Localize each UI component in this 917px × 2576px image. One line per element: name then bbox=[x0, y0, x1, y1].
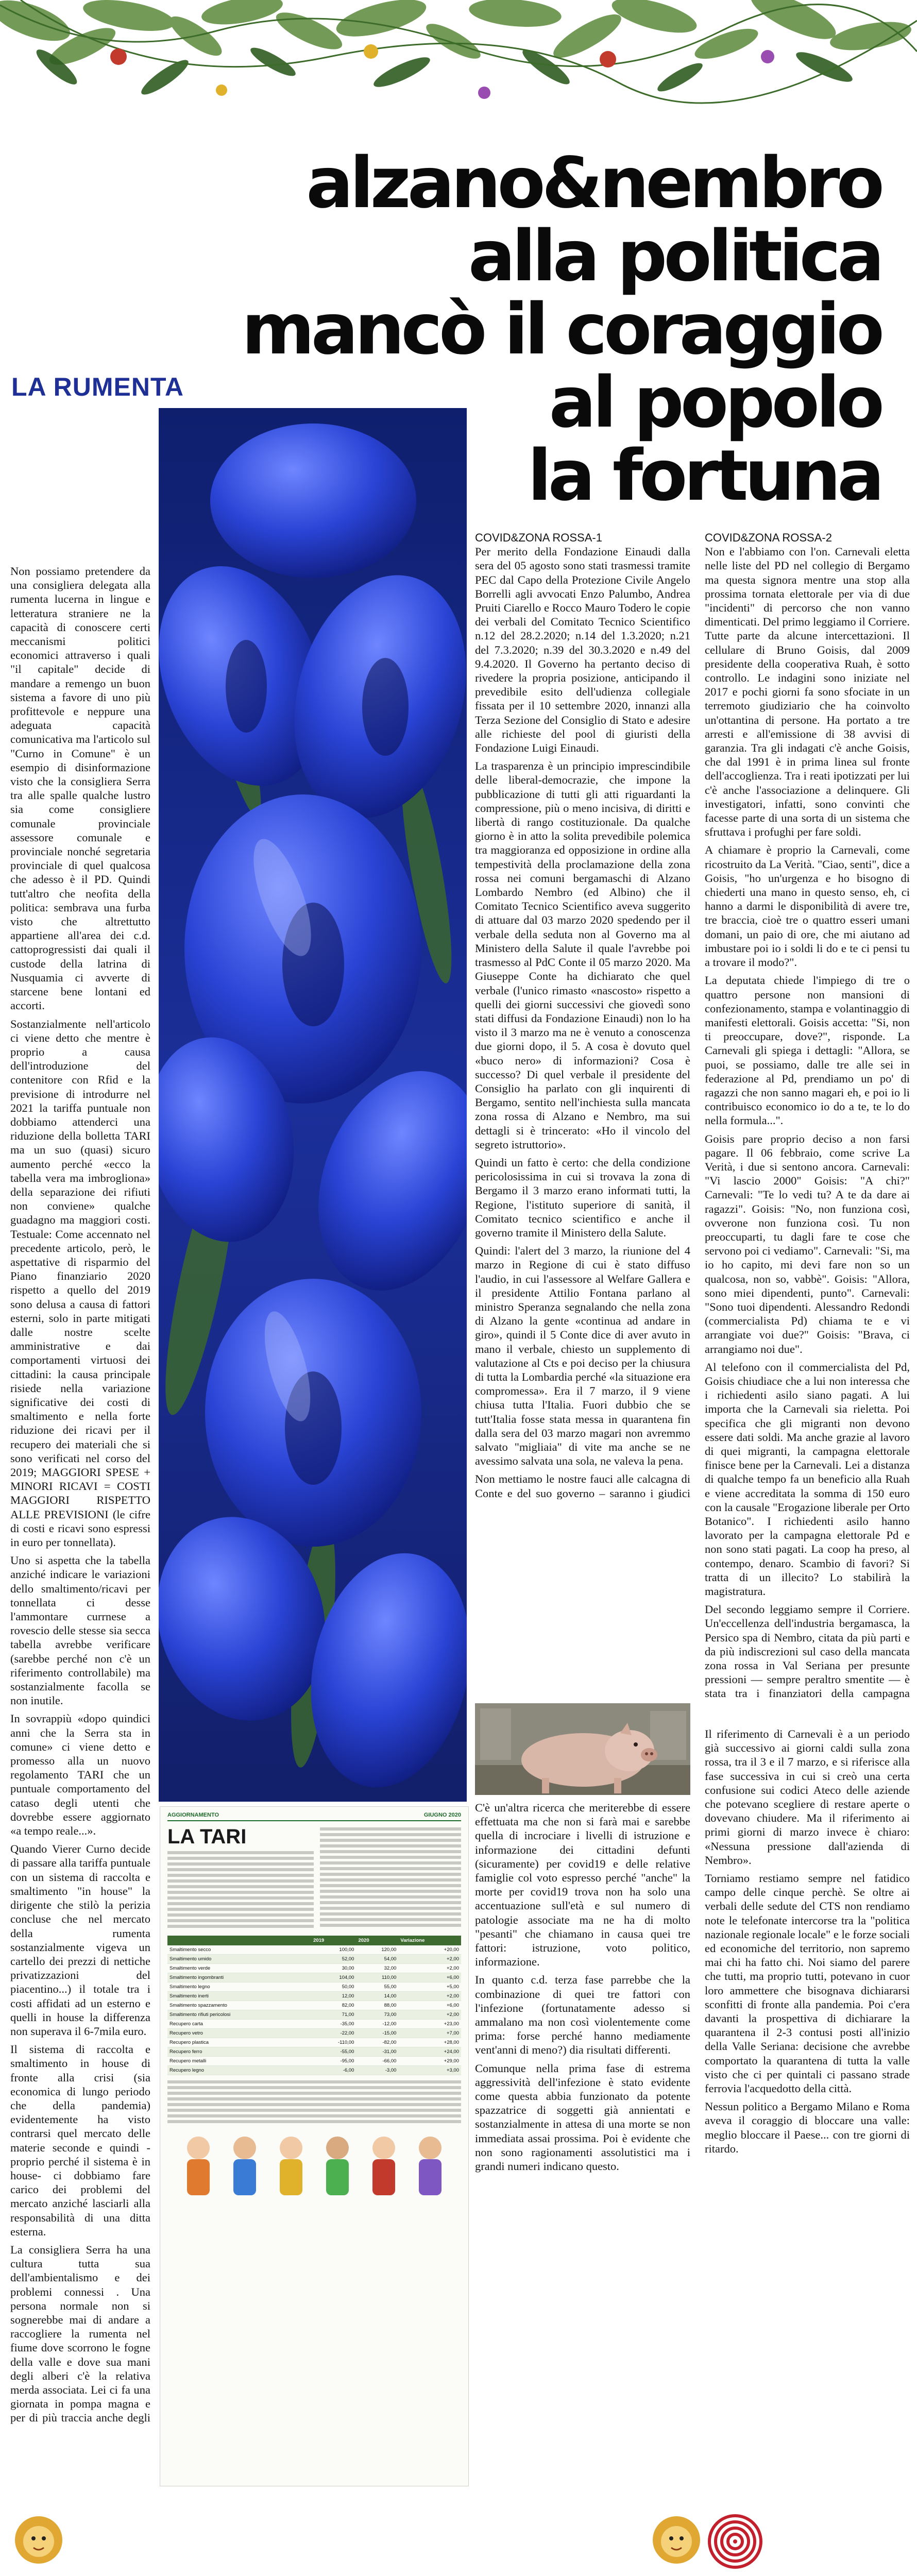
pig-photo bbox=[475, 1703, 690, 1795]
flower-illustration bbox=[159, 408, 467, 1802]
tari-header-cell: 2020 bbox=[356, 1936, 398, 1945]
coraggio-paragraph-3: Nessun politico a Bergamo Milano e Roma aveva il coraggio di bloccare una valle: meglio bloccare il Paese... con tre giorni di ritardo. bbox=[705, 2100, 910, 2155]
clipping-header bbox=[167, 1812, 461, 1821]
tari-table-row bbox=[167, 2020, 461, 2029]
clipping-body bbox=[167, 1825, 461, 1930]
article-column-zona-rossa-1 bbox=[475, 531, 690, 1499]
zona-rossa-2-paragraph-4: Goisis pare proprio deciso a non farsi pagare. Il 06 febbraio, come scrive La Verità, i due si sentono ancora. Carnevali: "Vi lascio 2000" Goisis: "A chi?" Carnevali: "Te lo vedi tu? A te da dare ai ragazzi". Goisis: "No, non funziona così, ovverone non funziona così. Tu non preoccuparti, tu dagli fare te cose che servono poi ci vediamo". Carnevali: "Si, ma io ho capito, mi devi fare non so un qualcosa, non so, vabbè". Goisis: "Allora, sono miei dipendenti, punto". Carnevali: "Sono tuoi dipendenti. Alessandro Redondi (commercialista Pd) chiama te e vi arrangiate voi due?" Goisis: "Brava, ci arrangiamo noi due". bbox=[705, 1132, 910, 1355]
tari-row-value: 82,00 bbox=[311, 2001, 356, 2010]
tari-header-cell: 2019 bbox=[311, 1936, 356, 1945]
tari-row-value: -15,00 bbox=[356, 2029, 398, 2038]
tari-row-value: 73,00 bbox=[356, 2010, 398, 2020]
tari-row-value: +2,00 bbox=[398, 1955, 461, 1964]
tari-table-row bbox=[167, 2047, 461, 2057]
tari-row-label: Recupero carta bbox=[167, 2020, 311, 2029]
zona-rossa-1-paragraph-5: Non mettiamo le nostre fauci alle calcagna di Conte e del suo governo – saranno i giudici bbox=[475, 1472, 690, 1499]
rumenta-paragraph-5: Quando Vierer Curno decide di passare alla tariffa puntuale con un sistema di raccolta e smaltimento "in house" la dirigente che stilò la perizia concluse che nel mercato della rumenta sostanzialmente vigeva un cartello dei prezzi di nettiche privatizzazioni del piacentino...) il totale tra i costi affidati ad un esterno e quelli in house la differenza non superava il 6-7mila euro. bbox=[10, 1842, 150, 2038]
tari-header-cell bbox=[167, 1936, 311, 1945]
rumenta-paragraph-3: Uno si aspetta che la tabella anziché indicare le variazioni dello smaltimento/ricavi per tonnellata ci desse l'ammontare currnese a rovescio delle stesse sia secca tabella avrebbe verificare (sarebbe perché non c'è un riferimento controllabile) ma sostanzialmente facolla se non inutile. bbox=[10, 1554, 150, 1707]
coraggio-paragraph-1: Il riferimento di Carnevali è a un periodo già successivo ai giorni caldi sulla zona rossa, tra il 3 e il 7 marzo, e si riferisce alla fase successiva in cui si creò una certa confusione sui codici Ateco delle aziende che potevano scegliere di restare aperte o dovevano chiudere. Ma il riferimento ai primi giorni di marzo invece è chiaro: «Nessuna pressione dall'azienda di Nembro». bbox=[705, 1727, 910, 1867]
tari-row-value: +2,00 bbox=[398, 1992, 461, 2001]
tari-row-label: Recupero ferro bbox=[167, 2047, 311, 2057]
tari-row-label: Smaltimento ingombranti bbox=[167, 1973, 311, 1982]
headline-line-5: la fortuna bbox=[528, 435, 881, 517]
zona-rossa-1-paragraph-1: Per merito della Fondazione Einaudi dalla sera del 05 agosto sono stati trasmessi tramite PEC dal Capo della Protezione Civile Angelo Borrelli agli avvocati Enzo Palumbo, Andrea Pruiti Ciarello e Rocco Mauro Todero le copie dei verbali del Comitato Tecnico Scientifico n.12 del 28.2.2020; n.14 del 1.3.2020; n.21 del 7.3.2020; n.39 del 30.3.2020 e n.49 del 9.4.2020. Il Governo ha pertanto deciso di rivedere la propria posizione, anticipando il prevedibile esito dell'udienza collegiale fissata per il 10 settembre 2020, innanzi alla Terza Sezione del Consiglio di Stato e adesire alle richieste del pool di giuristi della Fondazione Luigi Einaudi. bbox=[475, 545, 690, 755]
spiral-target-icon bbox=[707, 2513, 763, 2570]
tari-row-value: +3,00 bbox=[398, 2066, 461, 2075]
tari-row-value: 71,00 bbox=[311, 2010, 356, 2020]
headline-line-4: al popolo bbox=[549, 362, 881, 444]
tari-row-value: 120,00 bbox=[356, 1945, 398, 1955]
tari-row-value: +23,00 bbox=[398, 2020, 461, 2029]
zona-rossa-2-heading: COVID&ZONA ROSSA-2 bbox=[705, 531, 832, 544]
tari-row-value: +7,00 bbox=[398, 2029, 461, 2038]
headline-line-3: mancò il coraggio bbox=[242, 289, 881, 370]
tari-row-value: +20,00 bbox=[398, 1945, 461, 1955]
rumenta-paragraph-6: Il sistema di raccolta e smaltimento in house di fronte alla crisi (sia economica di lungo periodo che della pandemia) evidentemente ha visto contrarsi quel mercato delle materie seconde e quindi -proprio perché il sistema è in house- ci dobbiamo fare carico dei problemi del mercato anziché lasciarli alla responsabilità di una ditta esterna. bbox=[10, 2043, 150, 2238]
tari-row-label: Smaltimento secco bbox=[167, 1945, 311, 1955]
zona-rossa-2-paragraph-3: La deputata chiede l'impiego di tre o quattro persone non mansioni di confezionamento, stampa e volantinaggio di manifesti elettorali. Goisis accetta: "Si, non ti preoccupare, dove?", risponde. La Carnevali gli spiega i dettagli: "Allora, se puoi, se possiamo, dalle tre alle sei in federazione al Pd, prendiamo un po' di ragazzi che non sanno magari eh, e poi io li contribuisco economico io do a te, te lo do nella formula...". bbox=[705, 974, 910, 1127]
tari-row-value: -3,00 bbox=[356, 2066, 398, 2075]
tari-row-value: +24,00 bbox=[398, 2047, 461, 2057]
tari-row-value: -31,00 bbox=[356, 2047, 398, 2057]
article-column-zona-rossa-2 bbox=[705, 531, 910, 1700]
zona-rossa-2-paragraph-2: A chiamare è proprio la Carnevali, come ricostruito da La Verità. "Ciao, senti", dice a Goisis, "ho un'urgenza e ho bisogno di chiederti una mano in questo senso, eh, ci hanno a darmi le disponibilità di avere tre, tre braccia, cioè tre o quattro esseri umani domani, un paio di ore, che mi aiutano ad imbustare poi io i soldi li do e te ci pensi tu a trovare il modo?". bbox=[705, 843, 910, 969]
article-column-istruzione bbox=[475, 1801, 690, 2486]
rumenta-paragraph-7: La consigliera Serra ha una cultura tutta sua dell'ambientalismo e dei problemi connessi . Una persona normale non si sognerebbe mai di andare a raccogliere la rumenta nel fiume dove scorrono le fogne della valle e dove sua mani degli alberi c'è la relativa merda associata. Lei ci fa una giornata in pompa magna e per di più traccia anche degli bbox=[10, 2243, 150, 2424]
clipping-title: LA TARI bbox=[167, 1825, 247, 1848]
tari-row-label: Smaltimento spazzamento bbox=[167, 2001, 311, 2010]
tari-table-row bbox=[167, 2001, 461, 2010]
tari-row-label: Smaltimento rifiuti pericolosi bbox=[167, 2010, 311, 2020]
tari-table-header-row bbox=[167, 1936, 461, 1945]
zona-rossa-1-heading: COVID&ZONA ROSSA-1 bbox=[475, 531, 602, 544]
tari-row-label: Recupero plastica bbox=[167, 2038, 311, 2047]
headline-line-1: alzano&nembro bbox=[306, 143, 881, 224]
tari-newspaper-clipping bbox=[160, 1806, 469, 2486]
clipping-cartoon bbox=[167, 2127, 461, 2210]
clipping-right-column bbox=[320, 1825, 461, 1930]
istruzione-paragraph-1: C'è un'altra ricerca che meriterebbe di essere effettuata ma che non si farà mai e sarebbe quella di incrociare i livelli di istruzione e informazione dei cittadini defunti (sicuramente) per covid19 e delle relative famiglie col voto espresso perché "anche" la morte per covid19 trova non ha solo una accentuazione sull'età e sul numero di patologie associate ma ne ha di molto "pesanti" che chiamano in causa quei tre fattori: istruzione, voto politico, informazione. bbox=[475, 1801, 690, 1969]
tari-table-row bbox=[167, 2057, 461, 2066]
tari-table-row bbox=[167, 1945, 461, 1955]
tari-row-label: Smaltimento verde bbox=[167, 1964, 311, 1973]
tari-row-value: 88,00 bbox=[356, 2001, 398, 2010]
tari-row-value: +6,00 bbox=[398, 2001, 461, 2010]
tari-row-value: -82,00 bbox=[356, 2038, 398, 2047]
rumenta-paragraph-2: Sostanzialmente nell'articolo ci viene detto che mentre è proprio a causa dell'introduzione del contenitore con Rfid e la previsione di introdurre nel 2021 la tariffa puntuale non dobbiamo attenderci una riduzione della bolletta TARI ma un suo (quasi) sicuro aumento perché «ecco la tabella vera ma imbrogliona» della separazione dei rifiuti non conviene» qualche guadagno ma maggiori costi. Testuale: Come accennato nel precedente articolo, però, le aspettative di risparmio del Piano finanziario 2020 rispetto a quello del 2019 sono delusa a causa di fattori esterni, solo in parte mitigati dalle nostre scelte amministrative e dai comportamenti virtuosi dei cittadini: la causa principale risiede nella variazione significative dei costi di smaltimento e nella forte riduzione dei ricavi per il recupero dei materiali che si sono verificati nel corso del 2019; MAGGIORI SPESE + MINORI RICAVI = COSTI MAGGIORI RISPETTO ALLE PREVISIONI (le cifre di costi e ricavi sono espressi in euro per tonnellata). bbox=[10, 1017, 150, 1549]
istruzione-paragraph-2: In quanto c.d. terza fase parrebbe che la combinazione di quei tre fattori con l'infezione (fortunatamente adesso si ammalano ma non così violentemente come prima: forse perché hanno mediamente vent'anni di meno?) dia risultati differenti. bbox=[475, 1973, 690, 2057]
tari-row-label: Smaltimento inerti bbox=[167, 1992, 311, 2001]
zona-rossa-1-paragraph-3: Quindi un fatto è certo: che della condizione pericolosissima in cui si trovava la zona di Bergamo il 3 marzo erano informati tutti, la Regione, l'istituto superiore di sanità, il Comitato tecnico scientifico e anche il governo tramite il Ministero della Salute. bbox=[475, 1156, 690, 1239]
tari-row-label: Recupero legno bbox=[167, 2066, 311, 2075]
tari-row-value: +28,00 bbox=[398, 2038, 461, 2047]
zona-rossa-2-paragraph-1: Non e l'abbiamo con l'on. Carnevali eletta nelle liste del PD nel collegio di Bergamo ma questa signora mentre una stop alla prossima tornata elettorale per via di due "incidenti" di percorso che non vanno dimenticati. Del primo leggiamo il Corriere. Tutte parte da alcune intercettazioni. Il cellulare di Bruno Goisis, dal 2009 presidente della cooperativa Ruah, è sotto controllo. Le indagini sono iniziate nel 2017 e pochi giorni fa sono sfociate in un terremoto giudiziario che ha coinvolto un'ottantina di persone. Ha portato a tre arresti e all'emissione di 38 avvisi di garanzia. Tra gli indagati c'è anche Goisis, che dal 1991 è in prima linea sul fronte dell'accoglienza. Tra i reati ipotizzati per lui c'è anche l'associazione a delinquere. Gli investigatori, infatti, sono convinti che facesse parte di una sorta di un sistema che sfruttava i profughi per fare soldi. bbox=[705, 545, 910, 839]
tari-row-value: 100,00 bbox=[311, 1945, 356, 1955]
lion-mascot-icon bbox=[10, 2512, 67, 2568]
tari-table-row bbox=[167, 2038, 461, 2047]
tari-table-row bbox=[167, 1982, 461, 1992]
tari-row-value: 30,00 bbox=[311, 1964, 356, 1973]
tari-row-value: 55,00 bbox=[356, 1982, 398, 1992]
article-column-coraggio bbox=[705, 1727, 910, 2487]
decorative-foliage-banner bbox=[0, 0, 917, 129]
clipping-footer-lines bbox=[167, 2080, 461, 2123]
istruzione-paragraph-3: Comunque nella prima fase di estrema aggressività dell'infezione è stato evidente come questa abbia funzionato da potente spazzatrice di soggetti già annientati e sostanzialmente in attesa di una morte se non immediata assai prossima. Poi è evidente che non sono ragionamenti assolutistici ma i grandi numeri indicano questo. bbox=[475, 2061, 690, 2173]
tari-row-value: -110,00 bbox=[311, 2038, 356, 2047]
tari-row-value: 32,00 bbox=[356, 1964, 398, 1973]
tari-row-value: 110,00 bbox=[356, 1973, 398, 1982]
zona-rossa-2-paragraph-6: Del secondo leggiamo sempre il Corriere. Un'eccellenza dell'industria bergamasca, la Persico spa di Nembro, citata da più parti e da più indiscrezioni sul caso della mancata zona rossa in Val Seriana per presunte pressioni — sempre peraltro smentite — è stata tra i finanziatori della campagna bbox=[705, 1603, 910, 1700]
tari-row-label: Smaltimento umido bbox=[167, 1955, 311, 1964]
tari-row-value: 104,00 bbox=[311, 1973, 356, 1982]
clipping-text-lines bbox=[167, 1851, 314, 1928]
tari-row-label: Recupero vetro bbox=[167, 2029, 311, 2038]
tari-row-value: -66,00 bbox=[356, 2057, 398, 2066]
tari-table-row bbox=[167, 1992, 461, 2001]
lion-mascot-icon bbox=[648, 2512, 705, 2568]
tari-row-value: +2,00 bbox=[398, 2010, 461, 2020]
tari-row-value: 12,00 bbox=[311, 1992, 356, 2001]
tari-table-row bbox=[167, 2066, 461, 2075]
tari-row-value: -55,00 bbox=[311, 2047, 356, 2057]
tari-row-value: -12,00 bbox=[356, 2020, 398, 2029]
tari-row-value: -35,00 bbox=[311, 2020, 356, 2029]
tari-row-value: 52,00 bbox=[311, 1955, 356, 1964]
tari-row-value: -6,00 bbox=[311, 2066, 356, 2075]
pig-illustration bbox=[475, 1703, 690, 1795]
coraggio-paragraph-2: Torniamo restiamo sempre nel fatidico campo delle cinque perchè. Se oltre ai verbali delle sedute del CTS non rendiamo note le telefonate intercorse tra la "politica nazionale regionale locale" e le forze sociali ed economiche del territorio, non sapremo mai chi ha fatto chi. Noi siamo del parere che tutti, ma proprio tutti, potevano in cuor loro ammettere che bisognava dichiararsi sconfitti di fronte alla pandemia. Poi c'era davanti la prospettiva di dichiarare la quarantena il 2-3 contusi posti all'inizio della Valle Seriana: decisione che avrebbe comportato la quarantena di tutta la valle visto che ci per quintali ci passano strade ferrovia l'acquedotto della città. bbox=[705, 1872, 910, 2095]
tari-cost-table bbox=[167, 1936, 461, 2075]
tari-header-cell: Variazione bbox=[398, 1936, 461, 1945]
tari-row-value: 50,00 bbox=[311, 1982, 356, 1992]
clipping-left-column bbox=[167, 1825, 314, 1930]
tari-row-value: +5,00 bbox=[398, 1982, 461, 1992]
clipping-date: GIUGNO 2020 bbox=[423, 1812, 461, 1818]
tari-row-value: +29,00 bbox=[398, 2057, 461, 2066]
tari-row-value: +6,00 bbox=[398, 1973, 461, 1982]
zona-rossa-2-paragraph-5: Al telefono con il commercialista del Pd, Goisis chiudiace che a lui non interessa che i richiedenti asilo siano pagati. A lui importa che la Carnevali sia rieletta. Poi specifica che gli migranti non devono essere dati soldi. Ma anche grazie al lavoro di quei migranti, la campagna elettorale finisce bene per la Carnevali. Lei a distanza di qualche tempo fa un beneficio alla Ruah e viene accreditata la somma di 150 euro con la causale "Erogazione liberale per Orto Botanico". I richiedenti asilo hanno lavorato per la campagna elettorale Pd e non sono stati pagati. La coop ha preso, al contempo, denaro. Scambio di favori? Si tratta di un illecito? Lo stabilirà la magistratura. bbox=[705, 1360, 910, 1598]
tari-table-row bbox=[167, 1955, 461, 1964]
cartoon-illustration bbox=[167, 2127, 461, 2210]
zona-rossa-1-paragraph-4: Quindi: l'alert del 3 marzo, la riunione del 4 marzo in Regione di cui è stato diffuso l'audio, in cui l'assessore al Welfare Gallera e il presidente Attilio Fontana parlano al ministro Speranza segnalando che nella zona di Alzano la gente «continua ad andare in giro», quindi il 5 Conte dice di aver avuto in mano il verbale, chiesto un supplemento di valutazione al Cts e poi deciso per la chiusura di tutta la Lombardia perché «la situazione era compromessa». Era il 7 marzo, il 9 viene chiusa tutta l'Italia. Fuori dubbio che se tutt'Italia fosse stata messa in quarantena fin dalla sera del 03 marzo magari non avremmo salvato "migliaia" di vite ma anche se ne avessimo salvata una sola, ne valeva la pena. bbox=[475, 1244, 690, 1468]
tari-table-row bbox=[167, 2029, 461, 2038]
gentian-flower-photo bbox=[159, 408, 467, 1802]
section-tag: LA RUMENTA bbox=[11, 372, 184, 401]
tari-row-value: -22,00 bbox=[311, 2029, 356, 2038]
tari-row-value: 14,00 bbox=[356, 1992, 398, 2001]
tari-table-row bbox=[167, 1964, 461, 1973]
tari-table-body bbox=[167, 1945, 461, 2075]
tari-row-value: 54,00 bbox=[356, 1955, 398, 1964]
zona-rossa-1-paragraph-2: La trasparenza è un principio imprescindibile delle liberal-democrazie, che impone la pubblicazione di tutti gli atti riguardanti la compressione, più o meno incisiva, di diritti e libertà di rango costituzionale. Da qualche giorno è in atto la solita prevedibile polemica tra maggioranza ed opposizione in ordine alla tempestività della proclamazione della zona rossa nei comuni bergamaschi di Alzano Lombardo Nembro (ed Albino) che il Comitato Tecnico Scientifico aveva suggerito di attuare dal 03 marzo 2020 spedendo per il verbale della seduta non al Governo ma al Ministero della Salute il quale l'avrebbe poi trasmesso al PdC Conte il 05 marzo 2020. Ma Giuseppe Conte ha dichiarato che quel verbale (l'unico rimasto «nascosto» rispetto a quelli dei giorni successivi che giovedì sono stati diffusi da Fondazione Einaudi) non lo ha visto il 3 marzo ma ne è venuto a conoscenza due giorni dopo, il 5. A cosa è dovuto quel «buco nero» di informazioni? Cosa è successo? Di quel verbale il presidente del Consiglio ha parlato con gli inquirenti di Bergamo, sentito nell'inchiesta sulla mancata zona rossa di Alzano e Nembro, ma sui dettagli si è trincerato: «Ho il vincolo del segreto istruttorio». bbox=[475, 759, 690, 1151]
foliage-illustration bbox=[0, 0, 917, 129]
clipping-section: AGGIORNAMENTO bbox=[167, 1812, 219, 1818]
rumenta-paragraph-1: Non possiamo pretendere da una consigliera delegata alla rumenta lucerna in lingue e letteratura straniere ne la capacità di conoscere certi meccanismi politici economici attraverso i quali "il capitale" decide di mandare a remengo un buon sistema a favore di uno più profittevole e neppure una adeguata capacità comunicativa ma l'articolo sul "Curno in Comune" è un esempio di disinformazione visto che la consigliera Serra tra alle spalle qualche lustro sia come consigliere comunale provinciale assessore comunale e provinciale nonché segretaria provinciale di quel qualcosa che adesso è il PD. Quindi tutt'altro che neofita della politica: sembrava una furba visto che altrettutto appartiene all'area dei c.d. cattoprogressisti dai quali il custode della latrina di Nusquamia ci avverte di starcene bene lontani ed accorti. bbox=[10, 565, 150, 1012]
tari-row-label: Recupero metalli bbox=[167, 2057, 311, 2066]
headline-line-2: alla politica bbox=[468, 216, 881, 297]
tari-row-value: -95,00 bbox=[311, 2057, 356, 2066]
tari-table-row bbox=[167, 1973, 461, 1982]
tari-table-row bbox=[167, 2010, 461, 2020]
article-column-rumenta bbox=[10, 564, 150, 2424]
tari-row-label: Smaltimento legno bbox=[167, 1982, 311, 1992]
tari-row-value: +2,00 bbox=[398, 1964, 461, 1973]
rumenta-paragraph-4: In sovrappiù «dopo quindici anni che la Serra sta in comune» ci viene detto e promesso alla un nuovo regolamento TARI che un puntuale comportamento del cataso degli utenti che dovrebbe essere aggiornato «a tempo reale...». bbox=[10, 1712, 150, 1838]
